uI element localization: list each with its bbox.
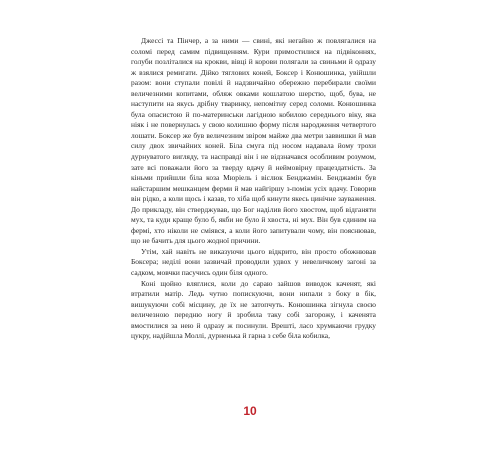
paragraph-1: Джессі та Пінчер, а за ними — свині, які негайно ж повлягалися на соломі перед самим підвищенням. Кури примостилися на підвіконнях, голуби позліталися на крокви, вівці й корови полягали за свиньми й одразу ж взялися ремигати. Дійко тяглових коней, Боксер і Конюшинка, увійшли разом: вони ступали повілі й надзвичайно обережно перебирали своїми величезними копитами, обляж овками кошлатою шерстю, щоб, бува, не наступити на якусь дрібну тваринку, непомітну серед соломи. Конюшинка була опасистою й по-материнськи лагідною кобилою середнього віку, яка ніяк і не повернулась у свою колишню форму після народження четвертого лошати. Боксер же був величезним звіром майже два метри заввишки й мав силу двох звичайних коней. Біла смуга під носом надавала йому трохи дурнуватого вигляду, та насправді він і не відзначався особливим розумом, зате всі поважали його за тверду вдачу й неймовірну працездатність. За кіньми прийшли біла коза Мюріель і віслюк Бенджамін. Бенджамін був найстаршим мешканцем ферми й мав найгіршу з-поміж усіх вдачу. Говорив він рідко, а коли щось і казав, то хіба щоб кинути якесь цинічне зауваження. До прикладу, він стверджував, що Бог наділив його хвостом, щоб відганяти мух, та куди краще було б, якби не було й хвоста, ні мух. Він був єдиним на фермі, хто ніколи не сміявся, а коли його запитували чому, він пояснював, що не бачить для цього жодної причини. <box>131 36 376 246</box>
paragraph-3: Коні щойно вляглися, коли до сараю зайшов виводок каченят, які втратили матір. Ледь чутно попискуючи, вони нипали з боку в бік, вишукуючи собі місцину, де їх не затопчуть. Конюшинка зігнула своєю величезною передню ногу й зробила таку собі загорожу, і каченята вмостилися за нею й одразу ж посинули. Врешті, ласо хрумкаючи грудку цукру, надійшла Моллі, дурненька й гарна з себе біла кобилка, <box>131 278 376 341</box>
body-text <box>131 36 376 342</box>
paragraph-2: Утім, хай навіть не виказуючи цього відкрито, він просто обожнював Боксера; неділі вони зазвичай проводили удвох у невеличкому загоні за садком, мовчки пасучись один біля одного. <box>131 246 376 278</box>
page-number: 10 <box>243 404 257 418</box>
